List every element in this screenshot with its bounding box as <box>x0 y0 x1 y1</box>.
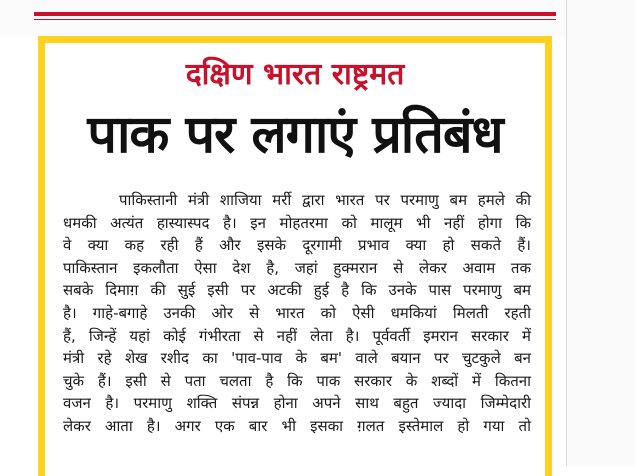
body-line: पाकिस्तान इकलौता ऐसा देश है, जहां हुक्मरान से लेकर अवाम तक <box>63 258 531 277</box>
article-headline: पाक पर लगाएं प्रतिबंध <box>87 105 503 165</box>
masthead-title: दक्षिण भारत राष्ट्रमत <box>185 57 405 92</box>
body-line: सबके दिमाग़ की सुई इसी पर अटकी हुई है कि उनके पास परमाणु बम <box>63 281 531 300</box>
body-line: है। गाहे-बगाहे उनकी ओर से भारत को ऐसी धमकियां मिलती रहती <box>63 303 531 322</box>
body-line: मंत्री रहे शेख रशीद का 'पाव-पाव के बम' वाले बयान पर चुटकुले बन <box>63 349 531 368</box>
body-line: धमकी अत्यंत हास्यास्पद है। इन मोहतरमा को मालूम भी नहीं होगा कि <box>63 213 531 232</box>
article-body <box>63 189 531 438</box>
page-top-band <box>0 0 635 36</box>
body-line: हैं, जिन्हें यहां कोई गंभीरता से नहीं लेता है। पूर्ववर्ती इमरान सरकार में <box>63 326 531 345</box>
body-line: लेकर आता है। अगर एक बार भी इसका ग़लत इस्तेमाल हो गया तो <box>63 416 531 435</box>
body-line: वे क्या कह रही हैं और इसके दूरगामी प्रभाव क्या हो सकते हैं। <box>63 236 531 255</box>
adjacent-column-edge <box>566 0 635 466</box>
body-line: पाकिस्तानी मंत्री शाजिया मर्री द्वारा भारत पर परमाणु बम हमले की <box>119 191 531 209</box>
body-line: चुके हैं। इसी से पता चलता है कि पाक सरकार के शब्दों में कितना <box>63 371 531 390</box>
header-rule-thin <box>34 19 556 20</box>
body-line: वजन है। परमाणु शक्ति संपन्न होना अपने साथ बहुत ज्यादा जिम्मेदारी <box>63 394 531 413</box>
header-rule <box>34 12 556 16</box>
article-panel <box>38 36 552 476</box>
